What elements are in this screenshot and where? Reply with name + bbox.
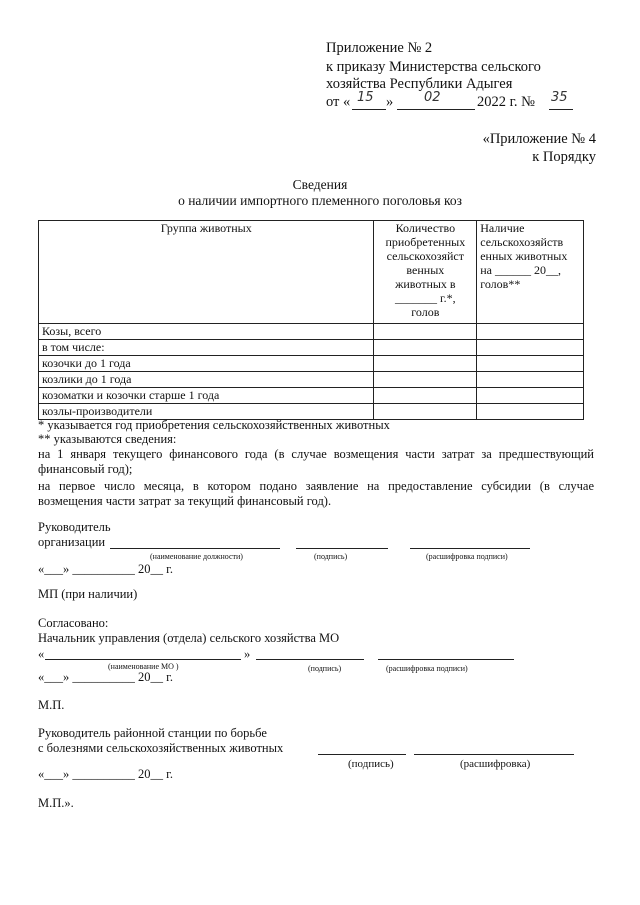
quantity-cell[interactable] [374, 324, 477, 340]
sig1-signature-line[interactable] [296, 548, 388, 549]
note-1: * указывается год приобретения сельскохозяйственных животных [38, 418, 390, 432]
sig2-stamp: М.П. [38, 698, 65, 712]
table-row [39, 388, 584, 404]
order-number-underline [549, 109, 573, 110]
presence-cell[interactable] [477, 404, 584, 420]
sig1-date: «___» __________ 20__ г. [38, 562, 173, 576]
sig3-signature-line[interactable] [318, 754, 406, 755]
table-row [39, 356, 584, 372]
header-quantity-line: венных [406, 263, 445, 277]
header-quantity [374, 221, 477, 324]
date-month-underline [397, 109, 475, 110]
presence-cell[interactable] [477, 372, 584, 388]
header-quantity-line: сельскохозяйст [386, 249, 464, 263]
sig2-date: «___» __________ 20__ г. [38, 670, 173, 684]
sig1-position-line[interactable] [110, 548, 280, 549]
header-quantity-line: голов [411, 305, 440, 319]
sig1-caption-decode: (расшифровка подписи) [426, 552, 508, 561]
header-line-1: Приложение № 2 [326, 40, 433, 56]
sig1-decode-line[interactable] [410, 548, 530, 549]
header-date-sep: » [386, 94, 394, 110]
header-date-month: 02 [424, 90, 441, 105]
goats-table [38, 220, 584, 420]
sig3-caption-signature: (подпись) [348, 758, 394, 770]
sig2-quote-close: » [244, 647, 251, 661]
sig2-agreed: Согласовано: [38, 616, 109, 630]
header-presence [477, 221, 584, 324]
presence-cell[interactable] [477, 324, 584, 340]
header-order-number: 35 [551, 90, 568, 105]
quantity-cell[interactable] [374, 356, 477, 372]
header-presence-line: Наличие [480, 221, 525, 235]
header-presence-line: голов** [480, 277, 521, 291]
sig2-decode-line[interactable] [378, 659, 514, 660]
sig2-mo-line[interactable] [45, 659, 241, 660]
presence-cell[interactable] [477, 340, 584, 356]
sig2-caption-signature: (подпись) [308, 664, 342, 673]
sig2-caption-mo: (наименование МО ) [108, 662, 179, 671]
sig3-date: «___» __________ 20__ г. [38, 767, 173, 781]
header-line-2: к приказу Министерства сельского [326, 59, 541, 75]
header-quantity-line: Количество [395, 221, 456, 235]
title-line-2: о наличии импортного племенного поголовья коз [178, 193, 462, 208]
presence-cell[interactable] [477, 356, 584, 372]
sig1-stamp: МП (при наличии) [38, 587, 138, 601]
sig3-caption-decode: (расшифровка) [460, 758, 531, 770]
sig1-caption-position: (наименование должности) [150, 552, 243, 561]
sig1-caption-signature: (подпись) [314, 552, 348, 561]
header-date-prefix: от « [326, 94, 351, 110]
header-quantity-line: _______ г.*, [395, 291, 456, 305]
header-presence-line: енных животных [480, 249, 568, 263]
sig2-signature-line[interactable] [256, 659, 364, 660]
appendix-line-1: «Приложение № 4 [482, 131, 596, 147]
table-row [39, 372, 584, 388]
quantity-cell[interactable] [374, 340, 477, 356]
quantity-cell[interactable] [374, 388, 477, 404]
sig1-label-2: организации [38, 535, 106, 549]
header-group: Группа животных [39, 221, 374, 324]
row-label: козлики до 1 года [39, 372, 374, 388]
sig2-quote-open: « [38, 647, 45, 661]
header-presence-line: сельскохозяйств [480, 235, 564, 249]
row-label: козоматки и козочки старше 1 года [39, 388, 374, 404]
table-row [39, 340, 584, 356]
header-quantity-line: животных в [395, 277, 456, 291]
sig2-caption-decode: (расшифровка подписи) [386, 664, 468, 673]
sig3-label-1: Руководитель районной станции по борьбе [38, 726, 267, 740]
sig2-label: Начальник управления (отдела) сельского хозяйства МО [38, 631, 340, 645]
row-label: козлы-производители [39, 404, 374, 420]
header-presence-line: на ______ 20__, [480, 263, 561, 277]
sig1-label-1: Руководитель [38, 520, 111, 534]
appendix-line-2: к Порядку [532, 149, 596, 165]
sig3-label-2: с болезнями сельскохозяйственных животных [38, 741, 284, 755]
row-label: в том числе: [39, 340, 374, 356]
table-header-row [39, 221, 584, 324]
table-row [39, 324, 584, 340]
header-date-day: 15 [357, 90, 374, 105]
row-label: Козы, всего [39, 324, 374, 340]
note-paragraph-2: на первое число месяца, в котором подано заявление на предоставление субсидии (в случае возмещения части затрат за текущий финансовый год). [38, 479, 594, 508]
presence-cell[interactable] [477, 388, 584, 404]
sig3-stamp: М.П.». [38, 796, 74, 810]
sig3-decode-line[interactable] [414, 754, 574, 755]
header-date-year: 2022 г. № [477, 94, 536, 110]
note-paragraph-1: на 1 января текущего финансового года (в случае возмещения части затрат за предшествующий финансовый год); [38, 447, 594, 476]
quantity-cell[interactable] [374, 372, 477, 388]
note-2: ** указываются сведения: [38, 432, 177, 446]
header-line-3: хозяйства Республики Адыгея [326, 76, 513, 92]
header-quantity-line: приобретенных [385, 235, 466, 249]
row-label: козочки до 1 года [39, 356, 374, 372]
title-line-1: Сведения [292, 177, 348, 192]
date-day-underline [352, 109, 386, 110]
